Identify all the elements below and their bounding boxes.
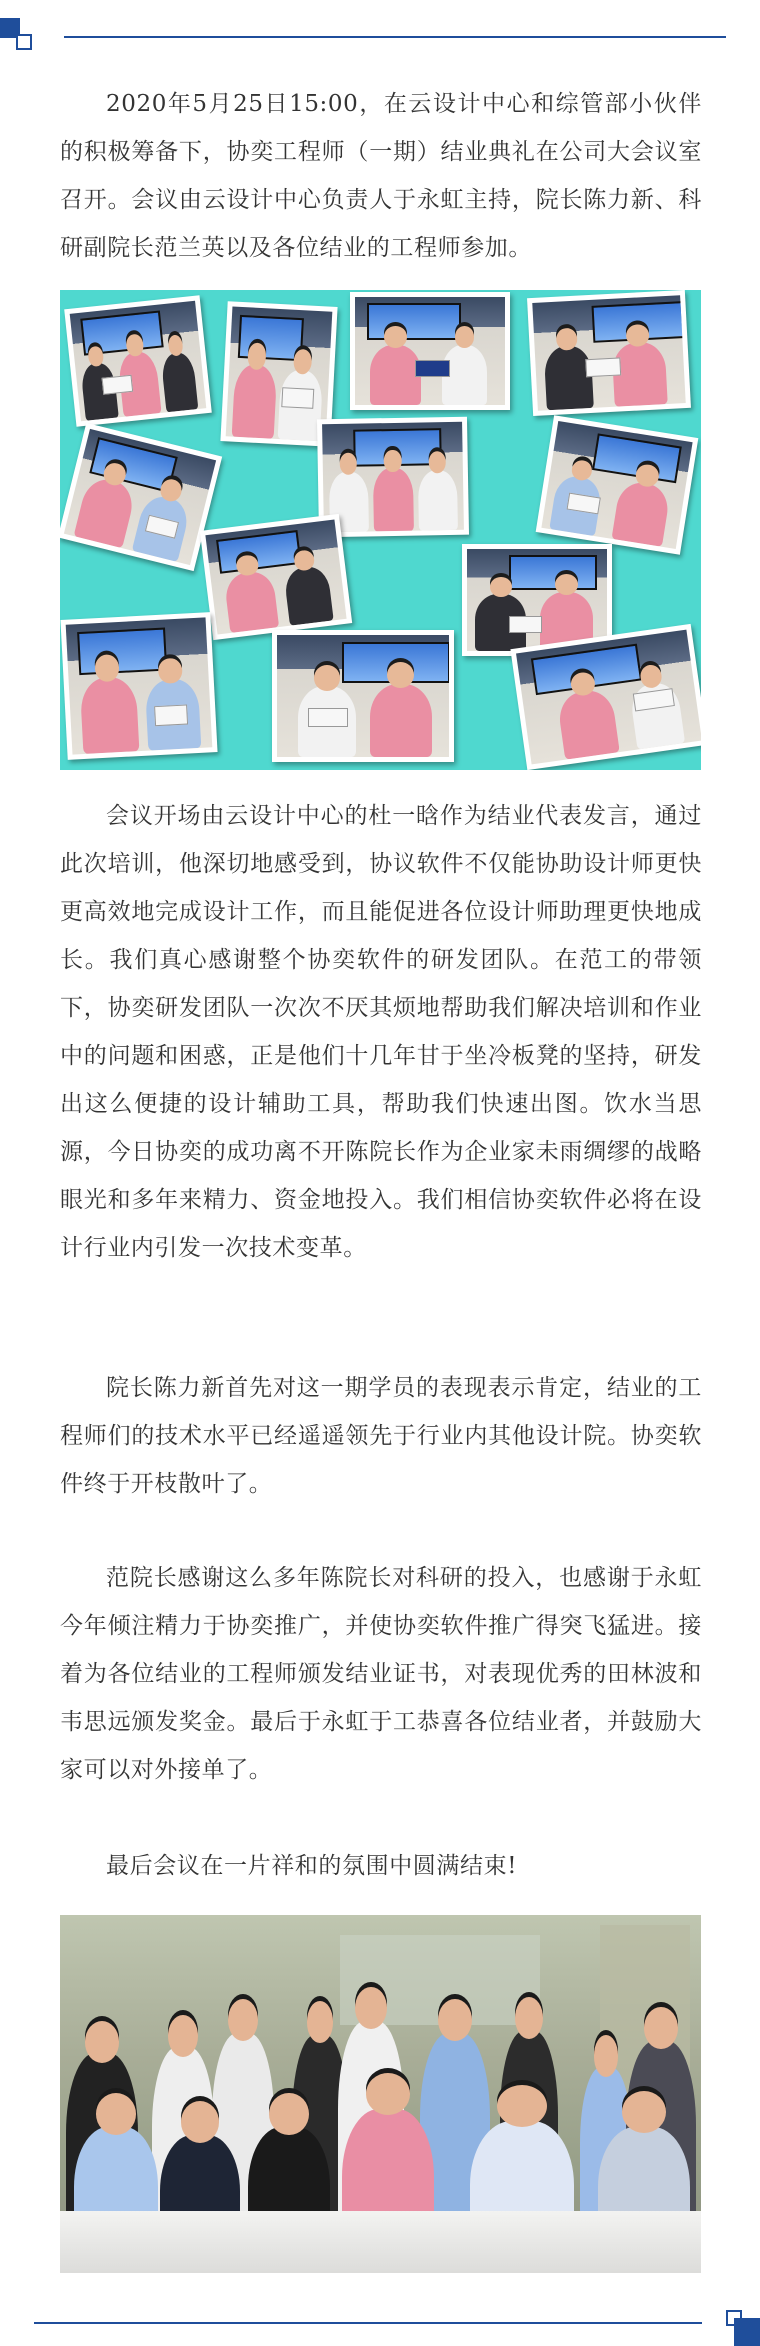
paragraph-intro: 2020年5月25日15:00，在云设计中心和综管部小伙伴的积极筹备下，协奕工程师（一期）结业典礼在公司大会议室召开。会议由云设计中心负责人于永虹主持，院长陈力新、科研副院长范兰英以及各位结业的工程师参加。 xyxy=(60,91,702,261)
collage-photo xyxy=(510,624,701,770)
header-rule xyxy=(64,36,726,38)
paragraph-vice-president: 范院长感谢这么多年陈院长对科研的投入，也感谢于永虹今年倾注精力于协奕推广，并使协奕软件推广得突飞猛进。接着为各位结业的工程师颁发结业证书，对表现优秀的田林波和韦思远颁发奖金。最后于永虹于工恭喜各位结业者，并鼓励大家可以对外接单了。 xyxy=(60,1565,702,1783)
paragraph-closing: 最后会议在一片祥和的氛围中圆满结束! xyxy=(106,1853,518,1879)
collage-photo xyxy=(200,514,352,640)
collage-photo xyxy=(317,417,469,538)
collage-photo xyxy=(350,292,510,410)
footer-rule xyxy=(34,2322,702,2324)
collage-photo xyxy=(64,295,212,427)
collage-photo xyxy=(60,612,217,760)
paragraph-speech: 会议开场由云设计中心的杜一晗作为结业代表发言，通过此次培训，他深切地感受到，协议软件不仅能协助设计师更快更高效地完成设计工作，而且能促进各位设计师助理更快地成长。我们真心感谢整个协奕软件的研发团队。在范工的带领下，协奕研发团队一次次不厌其烦地帮助我们解决培训和作业中的问题和困惑，正是他们十几年甘于坐冷板凳的坚持，研发出这么便捷的设计辅助工具，帮助我们快速出图。饮水当思源，今日协奕的成功离不开陈院长作为企业家未雨绸缪的战略眼光和多年来精力、资金地投入。我们相信协奕软件必将在设计行业内引发一次技术变革。 xyxy=(60,803,702,1261)
collage-photo xyxy=(60,423,222,571)
collage-photo xyxy=(272,630,454,762)
certificate-photo-collage xyxy=(60,290,701,770)
paragraph-president: 院长陈力新首先对这一期学员的表现表示肯定，结业的工程师们的技术水平已经遥遥领先于行业内其他设计院。协奕软件终于开枝散叶了。 xyxy=(60,1375,702,1497)
group-photo xyxy=(60,1915,701,2273)
collage-photo xyxy=(527,290,691,416)
footer-square-large xyxy=(734,2318,760,2346)
corner-square-outline xyxy=(16,34,32,50)
collage-photo xyxy=(536,415,699,554)
